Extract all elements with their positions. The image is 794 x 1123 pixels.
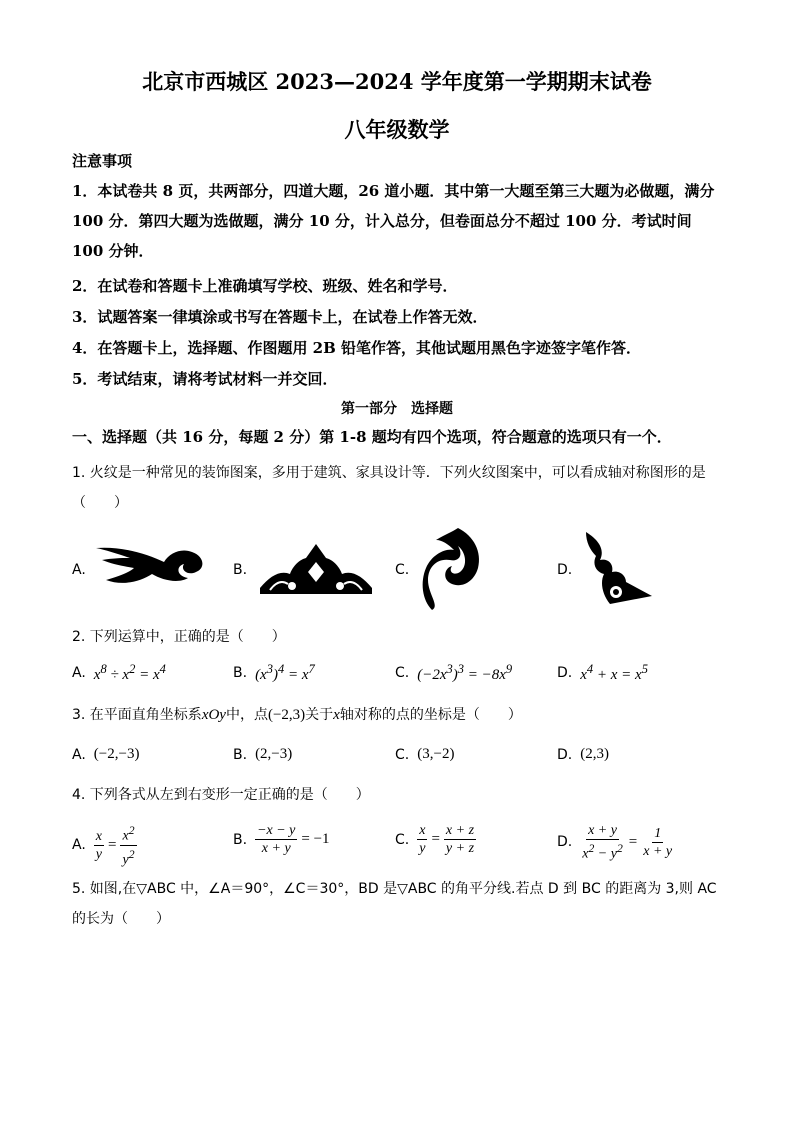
question-3-text: 3. 在平面直角坐标系xOy中，点(−2,3)关于x轴对称的点的坐标是（ ） [72, 707, 522, 723]
note-3: 3．试题答案一律填涂或书写在答题卡上，在试卷上作答无效． [72, 308, 488, 326]
q1-fire-pattern-b-icon [256, 540, 376, 598]
note-1: 1．本试卷共 8 页，共两部分，四道大题，26 道小题．其中第一大题至第三大题为必做题，满分 100 分．第四大题为选做题，满分 10 分，计入总分，但卷面总分不超过 100 分．考试时间 100 分钟． [72, 182, 715, 260]
q1-option-d-label: D. [557, 562, 573, 578]
q4-option-d: D. $\frac{x + y}{x^2 - y^2}$ = $\frac{1}{x + y}$ [557, 823, 673, 862]
q1-fire-pattern-d-icon [582, 530, 656, 606]
q3-option-b: B. (2,−3) [233, 746, 293, 763]
q4-option-c: C. $\frac{x}{y}$ = $\frac{x + z}{y + z}$ [395, 823, 475, 856]
part-title: 第一部分 选择题 [341, 401, 453, 417]
question-2-text: 2. 下列运算中，正确的是（ ） [72, 629, 286, 645]
q4-option-a: A. $\frac{x}{y}$ = $\frac{x^2}{y^2}$ [72, 824, 135, 868]
exam-title: 北京市西城区 2023—2024 学年度第一学期期末试卷 [142, 69, 652, 94]
note-4: 4．在答题卡上，选择题、作图题用 2B 铅笔作答，其他试题用黑色字迹签字笔作答． [72, 339, 642, 357]
question-1-text: 1. 火纹是一种常见的装饰图案，多用于建筑、家具设计等．下列火纹图案中，可以看成轴对称图形的是（ ） [72, 465, 706, 511]
q2-option-d: D. $x^4 + x = x^5$ [557, 662, 648, 683]
section-title: 一、选择题（共 16 分，每题 2 分）第 1-8 题均有四个选项，符合题意的选项只有一个． [72, 428, 672, 446]
q1-option-a-label: A. [72, 562, 86, 578]
q2-option-c: C. $(-2x^3)^3 = -8x^9$ [395, 662, 513, 683]
q2-option-a: A. $x^8 \div x^2 = x^4$ [72, 662, 166, 683]
notes-heading: 注意事项 [72, 152, 133, 170]
q3-option-d: D. (2,3) [557, 746, 609, 763]
question-4-text: 4. 下列各式从左到右变形一定正确的是（ ） [72, 787, 370, 803]
note-2: 2．在试卷和答题卡上准确填写学校、班级、姓名和学号． [72, 277, 458, 295]
q1-option-c-label: C. [395, 562, 410, 578]
q1-fire-pattern-c-icon [418, 526, 486, 612]
exam-subtitle: 八年级数学 [344, 117, 450, 142]
question-5-text: 5. 如图,在▽ABC 中，∠A＝90°，∠C＝30°，BD 是▽ABC 的角平分线.若点 D 到 BC 的距离为 3,则 AC 的长为（ ） [72, 881, 717, 927]
note-5: 5．考试结束，请将考试材料一并交回． [72, 370, 338, 388]
q4-option-b: B. $\frac{-x - y}{x + y}$ = −1 [233, 823, 330, 856]
q3-option-a: A. (−2,−3) [72, 746, 140, 763]
q2-option-b: B. $(x^3)^4 = x^7$ [233, 662, 315, 683]
q1-fire-pattern-a-icon [92, 540, 212, 590]
q1-option-b-label: B. [233, 562, 248, 578]
q3-option-c: C. (3,−2) [395, 746, 455, 763]
